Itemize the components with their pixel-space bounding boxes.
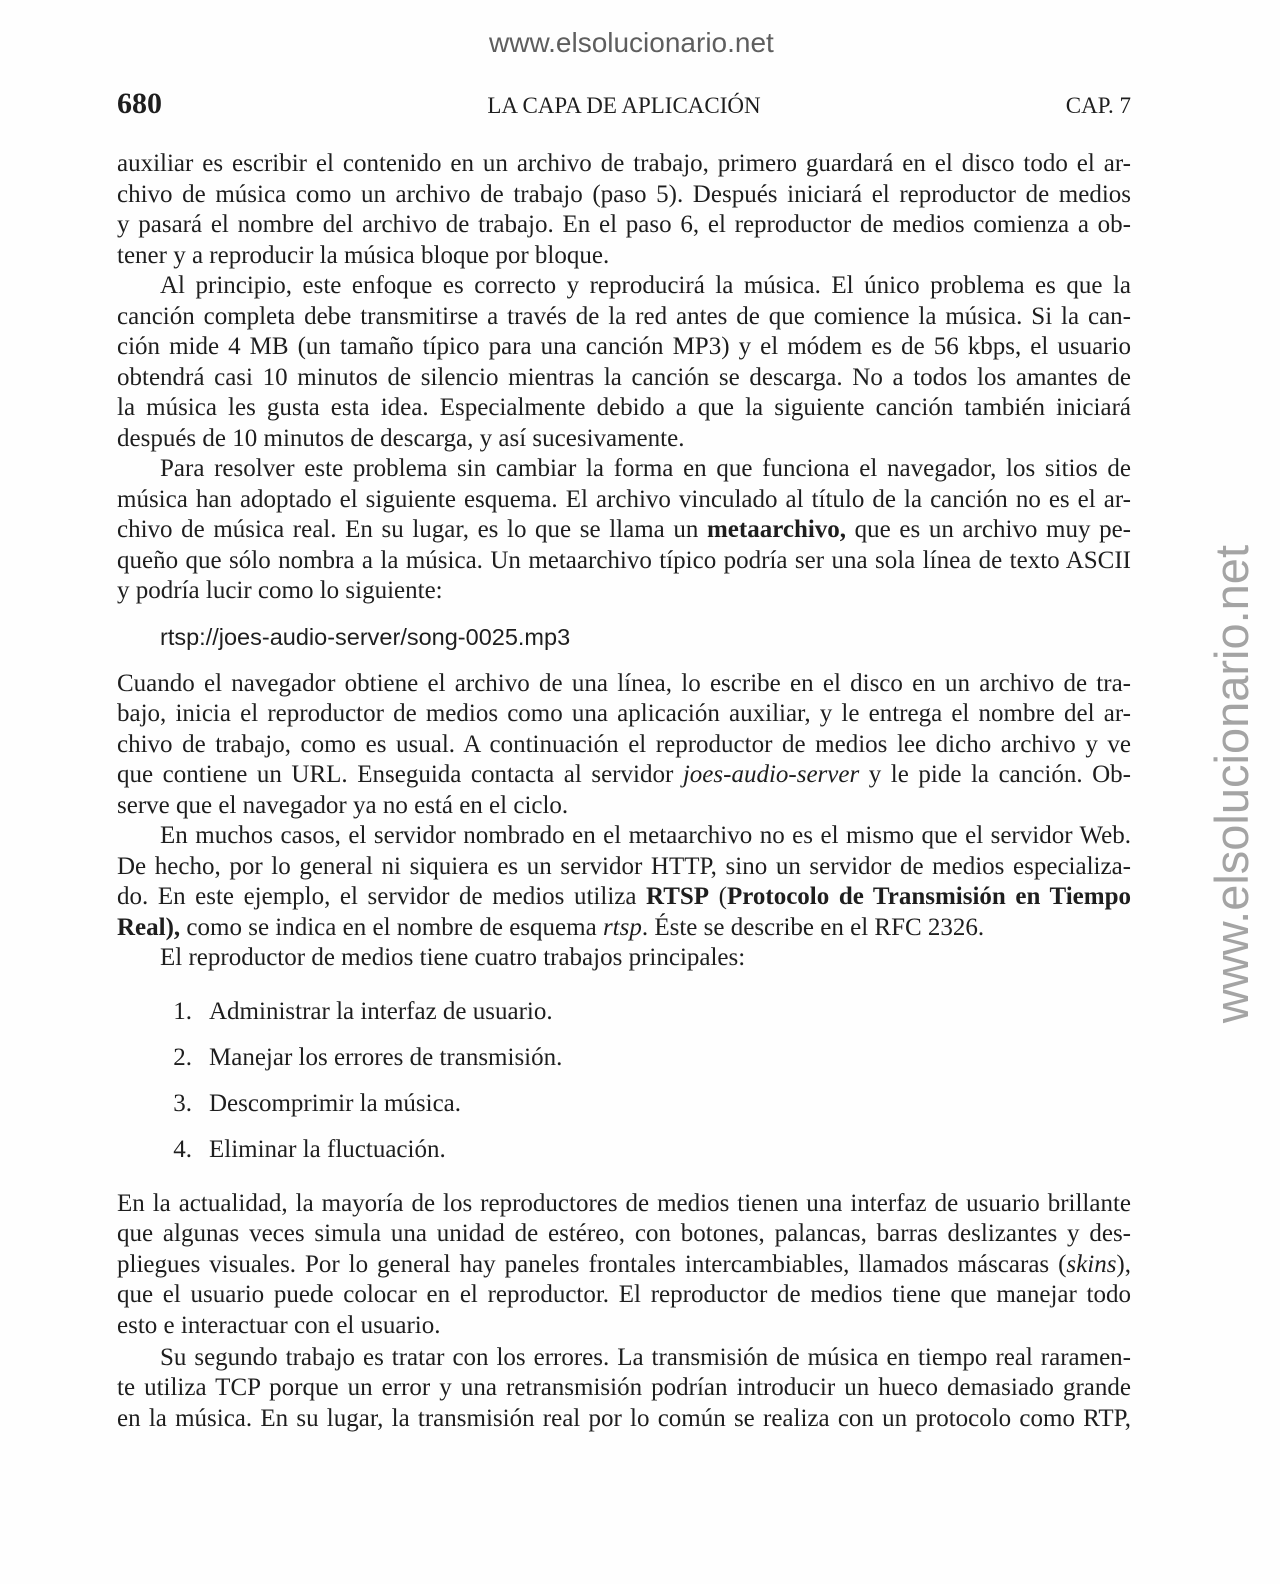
text-line: serve que el navegador ya no está en el ciclo. — [117, 791, 569, 819]
running-header — [117, 87, 1131, 121]
paragraph — [117, 149, 1131, 271]
list-item — [117, 1043, 1131, 1074]
text-segment: do. En este ejemplo, el servidor de medios utiliza — [117, 883, 647, 911]
paragraph — [117, 1343, 1131, 1435]
text-line: Su segundo trabajo es tratar con los errores. La transmisión de música en tiempo real raramen- — [160, 1343, 1131, 1371]
text-segment: pliegues visuales. Por lo general hay paneles frontales intercambiables, llamados máscaras ( — [117, 1250, 1067, 1278]
text-line: esto e interactuar con el usuario. — [117, 1311, 441, 1339]
text-line — [117, 1250, 1131, 1281]
text-segment: ( — [709, 883, 727, 911]
text-line: que algunas veces simula una unidad de estéreo, con botones, palancas, barras deslizantes y des- — [117, 1220, 1131, 1248]
paragraph — [117, 1189, 1131, 1342]
watermark-side: www.elsolucionario.net — [1205, 545, 1258, 1024]
italic-term: joes-audio-server — [682, 761, 860, 789]
watermark-top: www.elsolucionario.net — [489, 27, 774, 58]
text-line: obtendrá casi 10 minutos de silencio mientras la canción se descarga. No a todos los amantes de — [117, 363, 1131, 391]
text-line: te utiliza TCP porque un error y una retransmisión podrían introducir un hueco demasiado grande — [117, 1374, 1131, 1402]
text-line: Al principio, este enfoque es correcto y reproducirá la música. El único problema es que la — [160, 272, 1131, 299]
text-segment: como se indica en el nombre de esquema — [180, 913, 603, 941]
text-line: bajo, inicia el reproductor de medios como una aplicación auxiliar, y le entrega el nombre del ar- — [117, 700, 1131, 728]
text-segment: que contiene un URL. Enseguida contacta al servidor — [117, 761, 683, 789]
text-segment: chivo de música real. En su lugar, es lo que se llama un — [117, 516, 707, 543]
text-line: chivo de música como un archivo de trabajo (paso 5). Después iniciará el reproductor de medios — [117, 180, 1131, 208]
italic-term: rtsp — [602, 913, 642, 941]
text-line: Para resolver este problema sin cambiar la forma en que funciona el navegador, los sitios de — [160, 455, 1131, 482]
text-line — [117, 882, 1131, 913]
list-number: 4. — [173, 1135, 192, 1163]
text-line: y podría lucir como lo siguiente: — [117, 577, 443, 604]
list-text: Administrar la interfaz de usuario. — [209, 997, 553, 1025]
list-text: Descomprimir la música. — [209, 1089, 462, 1117]
numbered-list — [117, 997, 1131, 1166]
text-line: Cuando el navegador obtiene el archivo de una línea, lo escribe en el disco en un archivo de tra- — [117, 669, 1131, 697]
text-line: tener y a reproducir la música bloque por bloque. — [117, 241, 610, 269]
text-line: en la música. En su lugar, la transmisión real por lo común se realiza con un protocolo como RTP, — [117, 1404, 1131, 1432]
text-line: El reproductor de medios tiene cuatro trabajos principales: — [160, 944, 746, 972]
paragraph — [117, 454, 1131, 607]
bold-term: RTSP — [646, 883, 710, 911]
text-line: la música les gusta esta idea. Especialmente debido a que la siguiente canción también iniciará — [117, 394, 1131, 421]
text-line — [117, 515, 1131, 546]
list-item — [117, 1135, 1131, 1166]
text-line: chivo de trabajo, como es usual. A continuación el reproductor de medios lee dicho archivo y ve — [117, 730, 1131, 758]
paragraph — [117, 669, 1131, 822]
chapter-label: CAP. 7 — [1065, 93, 1131, 118]
bold-term: metaarchivo, — [706, 516, 847, 543]
list-number: 2. — [173, 1043, 192, 1071]
text-line: En la actualidad, la mayoría de los reproductores de medios tienen una interfaz de usuario brillante — [117, 1189, 1131, 1217]
text-line: En muchos casos, el servidor nombrado en el metaarchivo no es el mismo que el servidor Web. — [160, 822, 1131, 850]
body-text — [117, 149, 1131, 1434]
text-line: ción mide 4 MB (un tamaño típico para una canción MP3) y el módem es de 56 kbps, el usuario — [117, 333, 1131, 360]
text-segment: que es un archivo muy pe- — [846, 516, 1131, 543]
list-text: Manejar los errores de transmisión. — [209, 1043, 563, 1071]
text-line: queño que sólo nombra a la música. Un metaarchivo típico podría ser una sola línea de texto ASCII — [117, 546, 1131, 574]
text-line: canción completa debe transmitirse a través de la red antes de que comience la música. Si la can- — [117, 302, 1131, 330]
text-line: que el usuario puede colocar en el reproductor. El reproductor de medios tiene que manejar todo — [117, 1281, 1131, 1309]
page-number: 680 — [117, 87, 162, 120]
text-segment: . Éste se describe en el RFC 2326. — [641, 913, 985, 941]
text-line: y pasará el nombre del archivo de trabajo. En el paso 6, el reproductor de medios comienza a ob- — [117, 211, 1131, 238]
list-number: 3. — [173, 1089, 192, 1117]
paragraph — [117, 271, 1131, 454]
code-line: rtsp://joes-audio-server/song-0025.mp3 — [160, 623, 571, 650]
text-line — [117, 913, 1131, 944]
running-title: LA CAPA DE APLICACIÓN — [487, 93, 761, 118]
italic-term: skins — [1066, 1250, 1117, 1278]
bold-term: Protocolo de Transmisión en Tiempo — [726, 883, 1132, 911]
text-segment: y le pide la canción. Ob- — [859, 761, 1131, 789]
bold-term: Real), — [117, 913, 181, 941]
text-line: auxiliar es escribir el contenido en un archivo de trabajo, primero guardará en el disco todo el ar- — [117, 150, 1131, 177]
list-text: Eliminar la fluctuación. — [209, 1135, 446, 1163]
text-line: De hecho, por lo general ni siquiera es un servidor HTTP, sino un servidor de medios especializa- — [117, 852, 1131, 880]
paragraph — [117, 821, 1131, 943]
list-item — [117, 1089, 1131, 1120]
text-line: después de 10 minutos de descarga, y así sucesivamente. — [117, 424, 685, 452]
list-number: 1. — [173, 997, 192, 1025]
text-line — [117, 760, 1131, 791]
paragraph — [117, 943, 1131, 974]
text-line: música han adoptado el siguiente esquema. El archivo vinculado al título de la canción no es el ar- — [117, 485, 1131, 513]
list-item — [117, 997, 1131, 1028]
text-segment: ), — [1116, 1250, 1131, 1278]
